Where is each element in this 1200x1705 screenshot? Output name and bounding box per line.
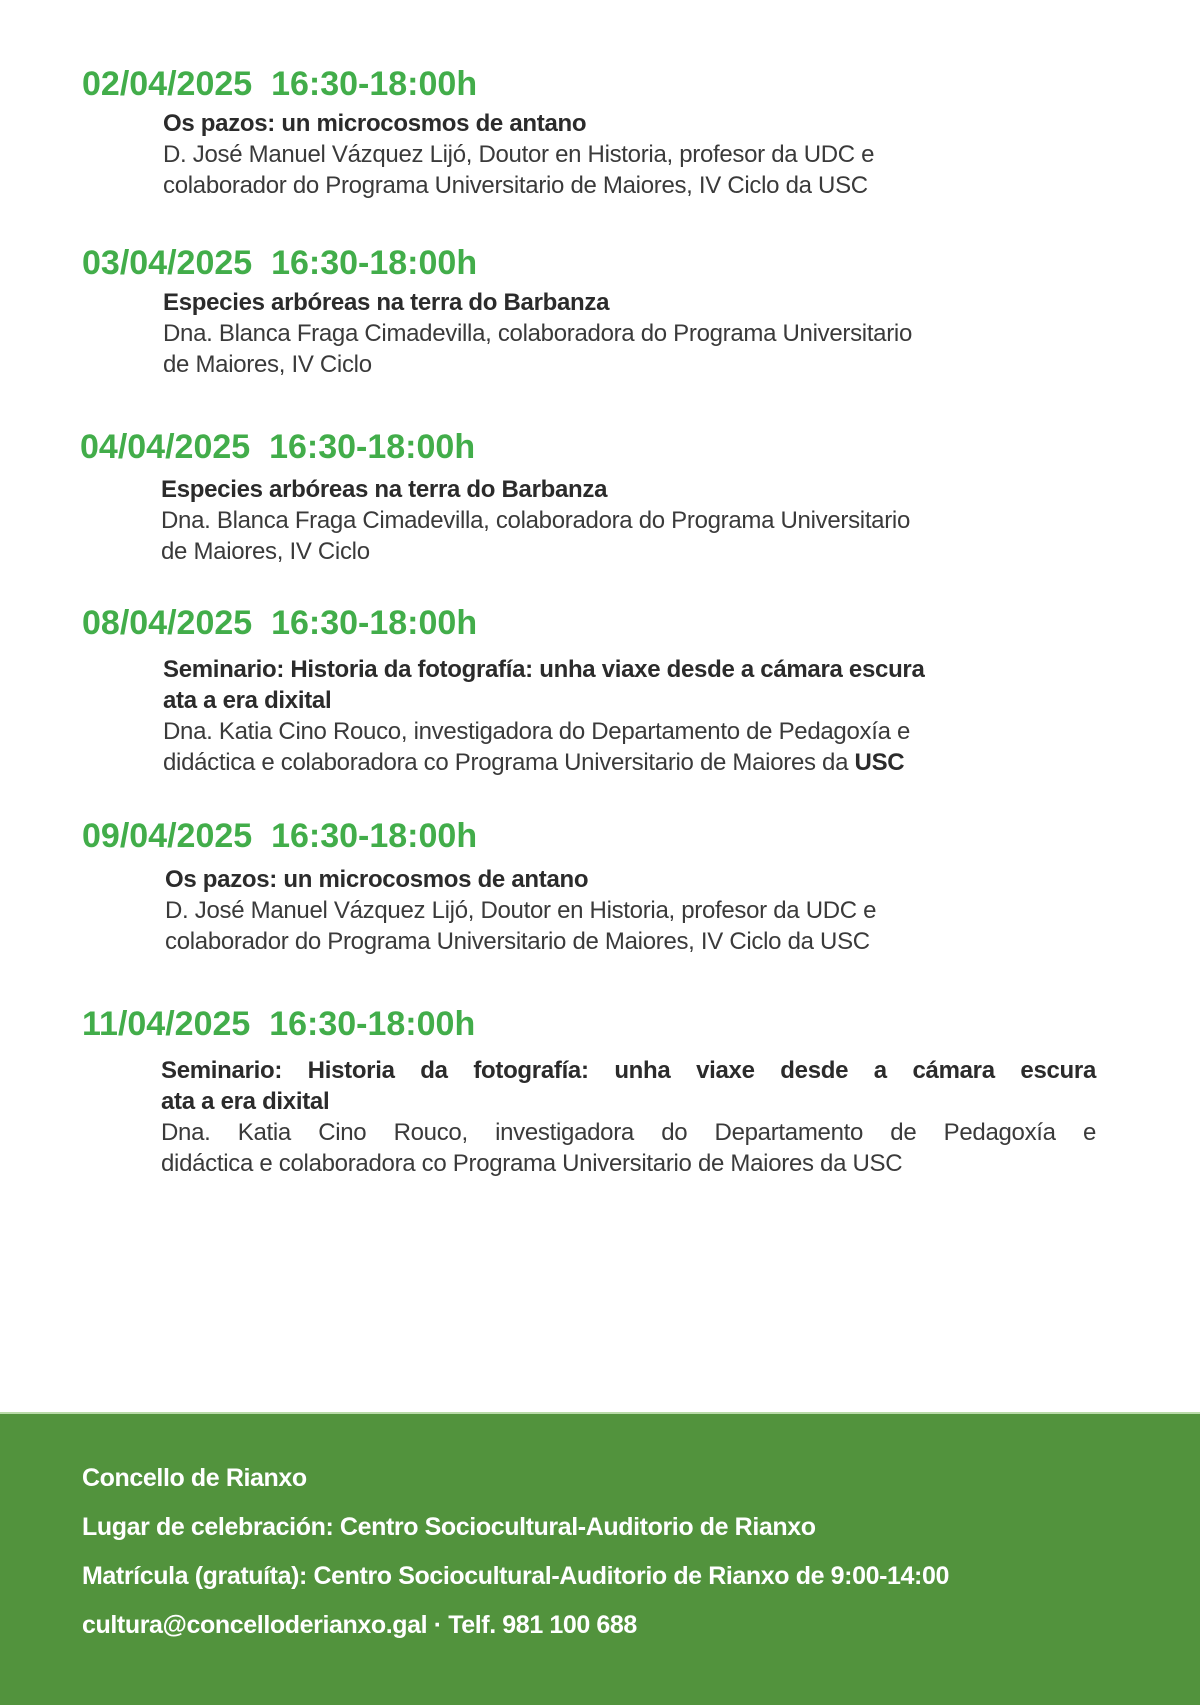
- event-speaker: D. José Manuel Vázquez Lijó, Doutor en Historia, profesor da UDC e colaborador do Programa Universitario de Maiores, IV Ciclo da USC: [163, 141, 875, 199]
- event-title: Especies arbóreas na terra do Barbanza: [161, 476, 608, 503]
- event-speaker: Dna. Blanca Fraga Cimadevilla, colaboradora do Programa Universitario de Maiores, IV Ciclo: [161, 507, 911, 565]
- event-datetime: 09/04/2025 16:30-18:00h: [82, 817, 478, 855]
- event-speaker: Dna. Katia Cino Rouco, investigadora do Departamento de Pedagoxía e didáctica e colaboradora co Programa Universitario de Maiores da USC: [161, 1119, 1096, 1177]
- registration-label: Matrícula (gratuíta): Centro Sociocultural-Auditorio de Rianxo de 9:00-14:00: [82, 1562, 949, 1590]
- venue-label: Lugar de celebración: Centro Sociocultural-Auditorio de Rianxo: [82, 1513, 816, 1541]
- event-speaker: D. José Manuel Vázquez Lijó, Doutor en Historia, profesor da UDC e colaborador do Programa Universitario de Maiores, IV Ciclo da USC: [165, 897, 877, 955]
- event-datetime: 11/04/2025 16:30-18:00h: [82, 1005, 476, 1043]
- usc-bold: USC: [854, 749, 905, 776]
- event-title: Seminario: Historia da fotografía: unha viaxe desde a cámara escura ata a era dixital: [161, 1057, 1096, 1115]
- event-title: Os pazos: un microcosmos de antano: [165, 866, 589, 893]
- event-title: Seminario: Historia da fotografía: unha viaxe desde a cámara escura ata a era dixital: [163, 656, 925, 714]
- event-datetime: 03/04/2025 16:30-18:00h: [82, 244, 478, 282]
- event-title: Especies arbóreas na terra do Barbanza: [163, 289, 610, 316]
- footer-info-band: [0, 1412, 1200, 1705]
- event-datetime: 04/04/2025 16:30-18:00h: [80, 428, 476, 466]
- event-datetime: 08/04/2025 16:30-18:00h: [82, 604, 478, 642]
- event-speaker: Dna. Katia Cino Rouco, investigadora do Departamento de Pedagoxía e didáctica e colaboradora co Programa Universitario de Maiores da USC: [163, 718, 911, 776]
- contact-label: cultura@concelloderianxo.gal · Telf. 981 100 688: [82, 1611, 637, 1639]
- event-datetime: 02/04/2025 16:30-18:00h: [82, 65, 478, 103]
- organizer-label: Concello de Rianxo: [82, 1464, 307, 1492]
- event-title: Os pazos: un microcosmos de antano: [163, 110, 587, 137]
- event-speaker: Dna. Blanca Fraga Cimadevilla, colaboradora do Programa Universitario de Maiores, IV Ciclo: [163, 320, 913, 378]
